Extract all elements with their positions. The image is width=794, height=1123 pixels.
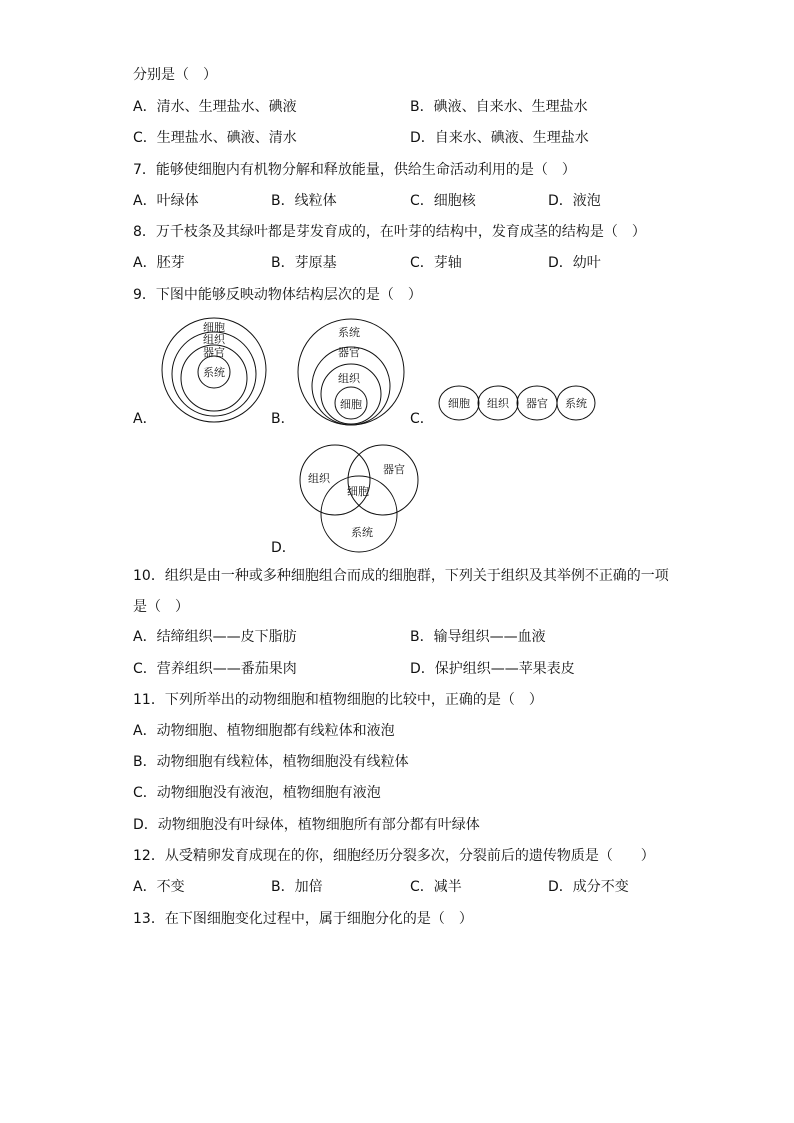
q9a-cell-text: 细胞: [203, 321, 225, 334]
q11-option-b[interactable]: B．动物细胞有线粒体，植物细胞没有线粒体: [133, 754, 409, 770]
q9-diagram-d: [298, 442, 423, 554]
q9b-cell-text: 细胞: [340, 398, 362, 411]
q12-option-c[interactable]: C．减半: [410, 879, 462, 895]
q11-stem: 11．下列所举出的动物细胞和植物细胞的比较中，正确的是（ ）: [133, 692, 543, 708]
q9c-tissue-text: 组织: [487, 397, 509, 410]
q10-stem-line2: 是（ ）: [133, 599, 189, 615]
q9b-system-text: 系统: [338, 326, 360, 339]
q6-stem-tail: 分别是（ ）: [133, 67, 217, 83]
q10-option-d[interactable]: D．保护组织——苹果表皮: [410, 661, 575, 677]
q9-label-b[interactable]: B．: [271, 411, 295, 427]
q9c-organ-text: 器官: [526, 397, 548, 410]
q10-option-a[interactable]: A．结缔组织——皮下脂肪: [133, 629, 297, 645]
q7-stem: 7．能够使细胞内有机物分解和释放能量，供给生命活动利用的是（ ）: [133, 162, 576, 178]
q9-diagram-b: [295, 316, 407, 428]
q9a-system-text: 系统: [203, 366, 225, 379]
q7-option-a[interactable]: A．叶绿体: [133, 193, 199, 209]
q9-diagram-a: [160, 316, 270, 426]
q9a-organ-text: 器官: [203, 346, 225, 359]
q12-option-b[interactable]: B．加倍: [271, 879, 323, 895]
q6-option-c[interactable]: C．生理盐水、碘液、清水: [133, 130, 297, 146]
q6-option-a[interactable]: A．清水、生理盐水、碘液: [133, 99, 297, 115]
q9d-tissue-text: 组织: [308, 472, 330, 485]
q8-option-b[interactable]: B．芽原基: [271, 255, 337, 271]
q9-label-d[interactable]: D．: [271, 540, 296, 556]
q6-option-b[interactable]: B．碘液、自来水、生理盐水: [410, 99, 588, 115]
q9d-organ-text: 器官: [383, 463, 405, 476]
q11-option-c[interactable]: C．动物细胞没有液泡，植物细胞有液泡: [133, 785, 381, 801]
q7-option-c[interactable]: C．细胞核: [410, 193, 476, 209]
q9a-tissue-text: 组织: [203, 333, 225, 346]
q9c-system-text: 系统: [565, 397, 587, 410]
q6-option-d[interactable]: D．自来水、碘液、生理盐水: [410, 130, 589, 146]
q12-option-a[interactable]: A．不变: [133, 879, 185, 895]
q9-label-c[interactable]: C．: [410, 411, 434, 427]
q7-option-d[interactable]: D．液泡: [548, 193, 601, 209]
q10-stem-line1: 10．组织是由一种或多种细胞组合而成的细胞群，下列关于组织及其举例不正确的一项: [133, 568, 669, 584]
q12-option-d[interactable]: D．成分不变: [548, 879, 629, 895]
q7-option-b[interactable]: B．线粒体: [271, 193, 337, 209]
q8-option-c[interactable]: C．芽轴: [410, 255, 462, 271]
q8-option-d[interactable]: D．幼叶: [548, 255, 601, 271]
q8-option-a[interactable]: A．胚芽: [133, 255, 185, 271]
q9-diagram-c: [437, 384, 597, 422]
q8-stem: 8．万千枝条及其绿叶都是芽发育成的，在叶芽的结构中，发育成茎的结构是（ ）: [133, 224, 646, 240]
q12-stem: 12．从受精卵发育成现在的你，细胞经历分裂多次，分裂前后的遗传物质是（ ）: [133, 848, 655, 864]
q13-stem: 13．在下图细胞变化过程中，属于细胞分化的是（ ）: [133, 911, 473, 927]
q9b-organ-text: 器官: [338, 346, 360, 359]
q10-option-c[interactable]: C．营养组织——番茄果肉: [133, 661, 297, 677]
q9-stem: 9．下图中能够反映动物体结构层次的是（ ）: [133, 287, 422, 303]
q9c-cell-text: 细胞: [448, 397, 470, 410]
q9-label-a[interactable]: A．: [133, 411, 157, 427]
q11-option-d[interactable]: D．动物细胞没有叶绿体，植物细胞所有部分都有叶绿体: [133, 817, 480, 833]
q9d-system-text: 系统: [351, 526, 373, 539]
q9b-tissue-text: 组织: [338, 372, 360, 385]
q10-option-b[interactable]: B．输导组织——血液: [410, 629, 546, 645]
q9d-cell-text: 细胞: [347, 485, 369, 498]
q11-option-a[interactable]: A．动物细胞、植物细胞都有线粒体和液泡: [133, 723, 395, 739]
